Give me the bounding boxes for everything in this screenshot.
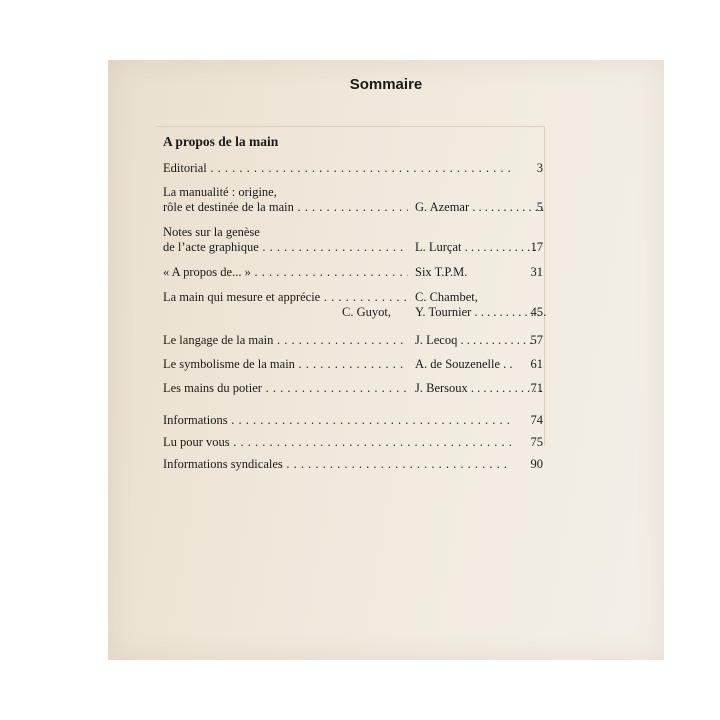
entry-title: Informations (163, 413, 228, 427)
entry-title: Editorial (163, 161, 207, 175)
entry-title-line1: La manualité : origine, (163, 185, 277, 199)
entry-author: J. Lecoq (415, 333, 458, 347)
toc-entry-mesure-authors (163, 304, 543, 320)
entry-title: Le langage de la main (163, 333, 274, 347)
entry-page: 31 (530, 265, 543, 279)
toc-entry-mesure[interactable] (163, 289, 543, 305)
entry-page: 75 (530, 435, 543, 449)
entry-author: C. Guyot, (342, 305, 391, 319)
entry-page: 74 (530, 413, 543, 427)
entry-title: Le symbolisme de la main (163, 357, 295, 371)
entry-author: Six T.P.M. (415, 265, 468, 279)
toc-entry-editorial[interactable] (163, 160, 543, 176)
toc-entry-langage[interactable] (163, 332, 543, 348)
toc-entry-lu-pour-vous[interactable] (163, 434, 543, 450)
entry-title: Lu pour vous (163, 435, 230, 449)
entry-page: 3 (536, 161, 543, 175)
entry-page: 90 (530, 457, 543, 471)
entry-title-line2: de l’acte graphique (163, 240, 259, 254)
entry-title: Les mains du potier (163, 381, 262, 395)
entry-author: C. Chambet, (415, 290, 478, 304)
entry-page: 45 (530, 305, 543, 319)
entry-title: Informations syndicales (163, 457, 283, 471)
entry-title: « A propos de... » (163, 265, 251, 279)
entry-author: Y. Tournier (415, 305, 472, 319)
entry-title-line2: rôle et destinée de la main (163, 200, 294, 214)
toc-entry-informations[interactable] (163, 412, 543, 428)
entry-author: G. Azemar (415, 200, 470, 214)
toc-entry-graphique[interactable] (163, 239, 543, 255)
toc-entry-syndicales[interactable] (163, 456, 543, 472)
entry-author: A. de Souzenelle (415, 357, 501, 371)
page-title: Sommaire (349, 76, 423, 93)
entry-author: J. Bersoux (415, 381, 468, 395)
toc-entry-a-propos[interactable] (163, 264, 543, 280)
entry-page: 57 (530, 333, 543, 347)
entry-author: L. Lurçat (415, 240, 462, 254)
entry-page: 71 (530, 381, 543, 395)
entry-page: 5 (536, 200, 543, 214)
entry-page: 61 (530, 357, 543, 371)
entry-title: La main qui mesure et apprécie (163, 290, 321, 304)
entry-page: 17 (530, 240, 543, 254)
toc-entry-symbolisme[interactable]: Le symbolisme de la main . . . A. de Souzenelle . . 61 (163, 356, 543, 372)
section-heading: A propos de la main (163, 134, 279, 149)
toc-entry-potier[interactable] (163, 380, 543, 396)
entry-title-line1: Notes sur la genèse (163, 225, 260, 239)
document-page (108, 60, 664, 660)
toc-entry-manualite[interactable] (163, 199, 543, 215)
